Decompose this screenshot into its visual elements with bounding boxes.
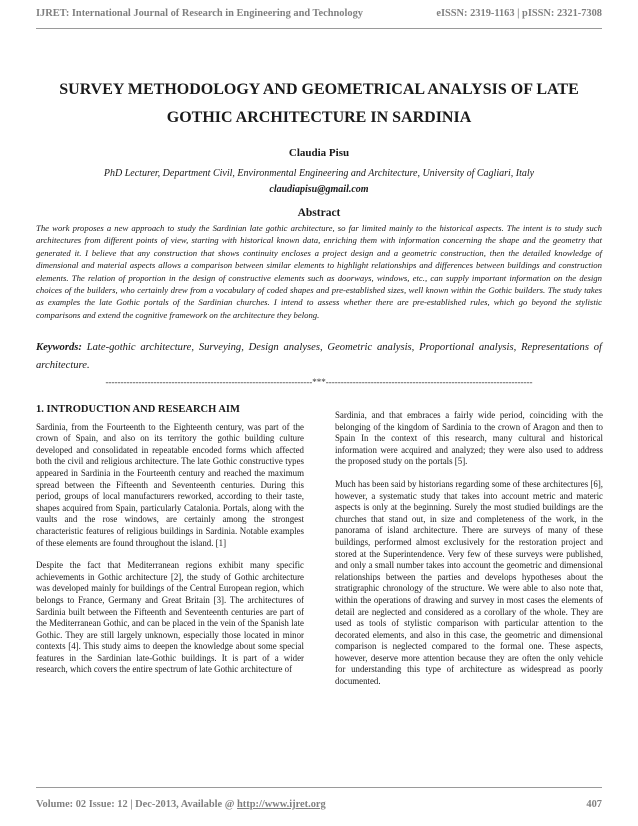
left-column <box>36 404 304 687</box>
author-email: claudiapisu@gmail.com <box>269 184 369 195</box>
paragraph: Despite the fact that Mediterranean regions exhibit many specific achievements in Gothic architecture [2], the study of Gothic architecture was developed mainly for buildings of the Central European region, which belongs to France, Germany and Great Britain [3]. The architectures of Sardinia built between the Fifteenth and Seventeenth centuries are part of the Mediterranean Gothic, and can be placed in the vein of the Spanish late Gothic. They are still largely unknown, especially those located in minor contexts [4]. This study aims to deepen the knowledge about some special features in the Sardinian late-Gothic buildings. It is part of a wider research, which covers the entire spectrum of late Gothic architecture of <box>36 560 304 675</box>
paragraph: Sardinia, and that embraces a fairly wide period, coinciding with the belonging of the kingdom of Sardinia to the crown of Aragon and then to Spain In the context of this research, many cultural and historical information were acquired and analyzed; they were also used to address the proposed study on the portals [5]. <box>335 410 603 467</box>
header-rule <box>36 28 602 29</box>
paragraph: Much has been said by historians regarding some of these architectures [6], however, a systematic study that takes into account metric and materic aspects is only at the beginning. Surely the most studied buildings are the churches that stand out, in size and completeness of the work, in the panorama of island architecture. There are surveys of many of these buildings, performed almost exclusively for the restoration project and stored at the Superintendence. Very few of these surveys were published, and only a small number takes into account the geometric and dimensional relationships between the parties and develops hypotheses about the stratigraphic chronology of the structure. We were able to also note that, within the operations of drawing and survey in most cases the elements of detail are neglected and considered as a corollary of the whole. They are used as tools of stylistic comparison with particular attention to the decorated elements, and also in this case, the geometric and dimensional comparison is neglected compared to the formal one. These aspects, however, deserve more attention because they are often the only vehicle for understanding this type of architecture as widespread as poorly documented. <box>335 478 603 687</box>
section-heading: 1. INTRODUCTION AND RESEARCH AIM <box>36 404 240 415</box>
abstract-heading: Abstract <box>297 207 341 219</box>
volume-info: Volume: 02 Issue: 12 | Dec-2013, Available @ <box>36 799 235 810</box>
paragraph: Sardinia, from the Fourteenth to the Eighteenth century, was part of the crown of Spain, and also on its territory the gothic building culture developed and consolidated in repeatable encoded forms which affected both the civil and religious architecture. The late Gothic constructive types appeared in Sardinia in the Fourteenth century and reached the maximum spread between the Fifteenth and Seventeenth centuries. During this period, groups of local manufacturers reworked, according to their taste, shapes acquired from Spain, particularly Catalonia. Portals, along with the vaults and the rose windows, are certainly among the strongest characteristic features of religious buildings in Sardinia. Notable examples of these elements are found throughout the island. [1] <box>36 421 304 548</box>
keywords-label: Keywords: <box>36 342 82 353</box>
author-affiliation-block <box>36 166 602 198</box>
keywords-text: Late-gothic architecture, Surveying, Design analyses, Geometric analysis, Proportional analysis, Representations of architecture. <box>36 342 602 371</box>
abstract-text: The work proposes a new approach to study the Sardinian late gothic architecture, so far limited mainly to the historical aspects. The intent is to study such architectures from different points of view, starting with historical known data, enriching them with information concerning the shape and the geometry that generated it. I believe that any construction that shows continuity encloses a project design and a geometric construction, then the detailed knowledge of dimensional and material aspects allows a comparison between similar elements to highlight relationships and differences between buildings and construction elements. The relation of proportion in the design of constructive elements such as doorways, windows, etc., can supply important information on the design choices of the builders, who certainly drew from a vocabulary of coded shapes and pre-established sizes, well known within the Gothic builders. The study takes as examples the late Gothic portals of the Sardinian churches. I intend to assess whether there are pre-established rules, which go beyond the stylistic comparisons and extend the cognitive framework on the architecture they belong. <box>36 223 602 320</box>
running-header <box>36 8 602 19</box>
page-number: 407 <box>586 799 602 810</box>
journal-name: IJRET: International Journal of Research in Engineering and Technology <box>36 8 363 19</box>
keywords <box>36 339 602 375</box>
author-name: Claudia Pisu <box>288 147 350 159</box>
paper-title-line1: SURVEY METHODOLOGY AND GEOMETRICAL ANALYSIS OF LATE <box>59 81 579 98</box>
running-footer <box>36 799 602 810</box>
journal-link[interactable]: http://www.ijret.org <box>237 799 326 810</box>
author-affiliation: PhD Lecturer, Department Civil, Environmental Engineering and Architecture, University of Cagliari, Italy <box>103 168 535 179</box>
paper-title-line2: GOTHIC ARCHITECTURE IN SARDINIA <box>166 109 472 126</box>
right-column <box>335 410 603 699</box>
issn-info: eISSN: 2319-1163 | pISSN: 2321-7308 <box>436 8 602 19</box>
footer-rule <box>36 787 602 788</box>
footer-left <box>36 799 326 810</box>
section-separator: ---------------------------------------------------------------------***--------------------------------------------------------------------- <box>105 377 533 387</box>
